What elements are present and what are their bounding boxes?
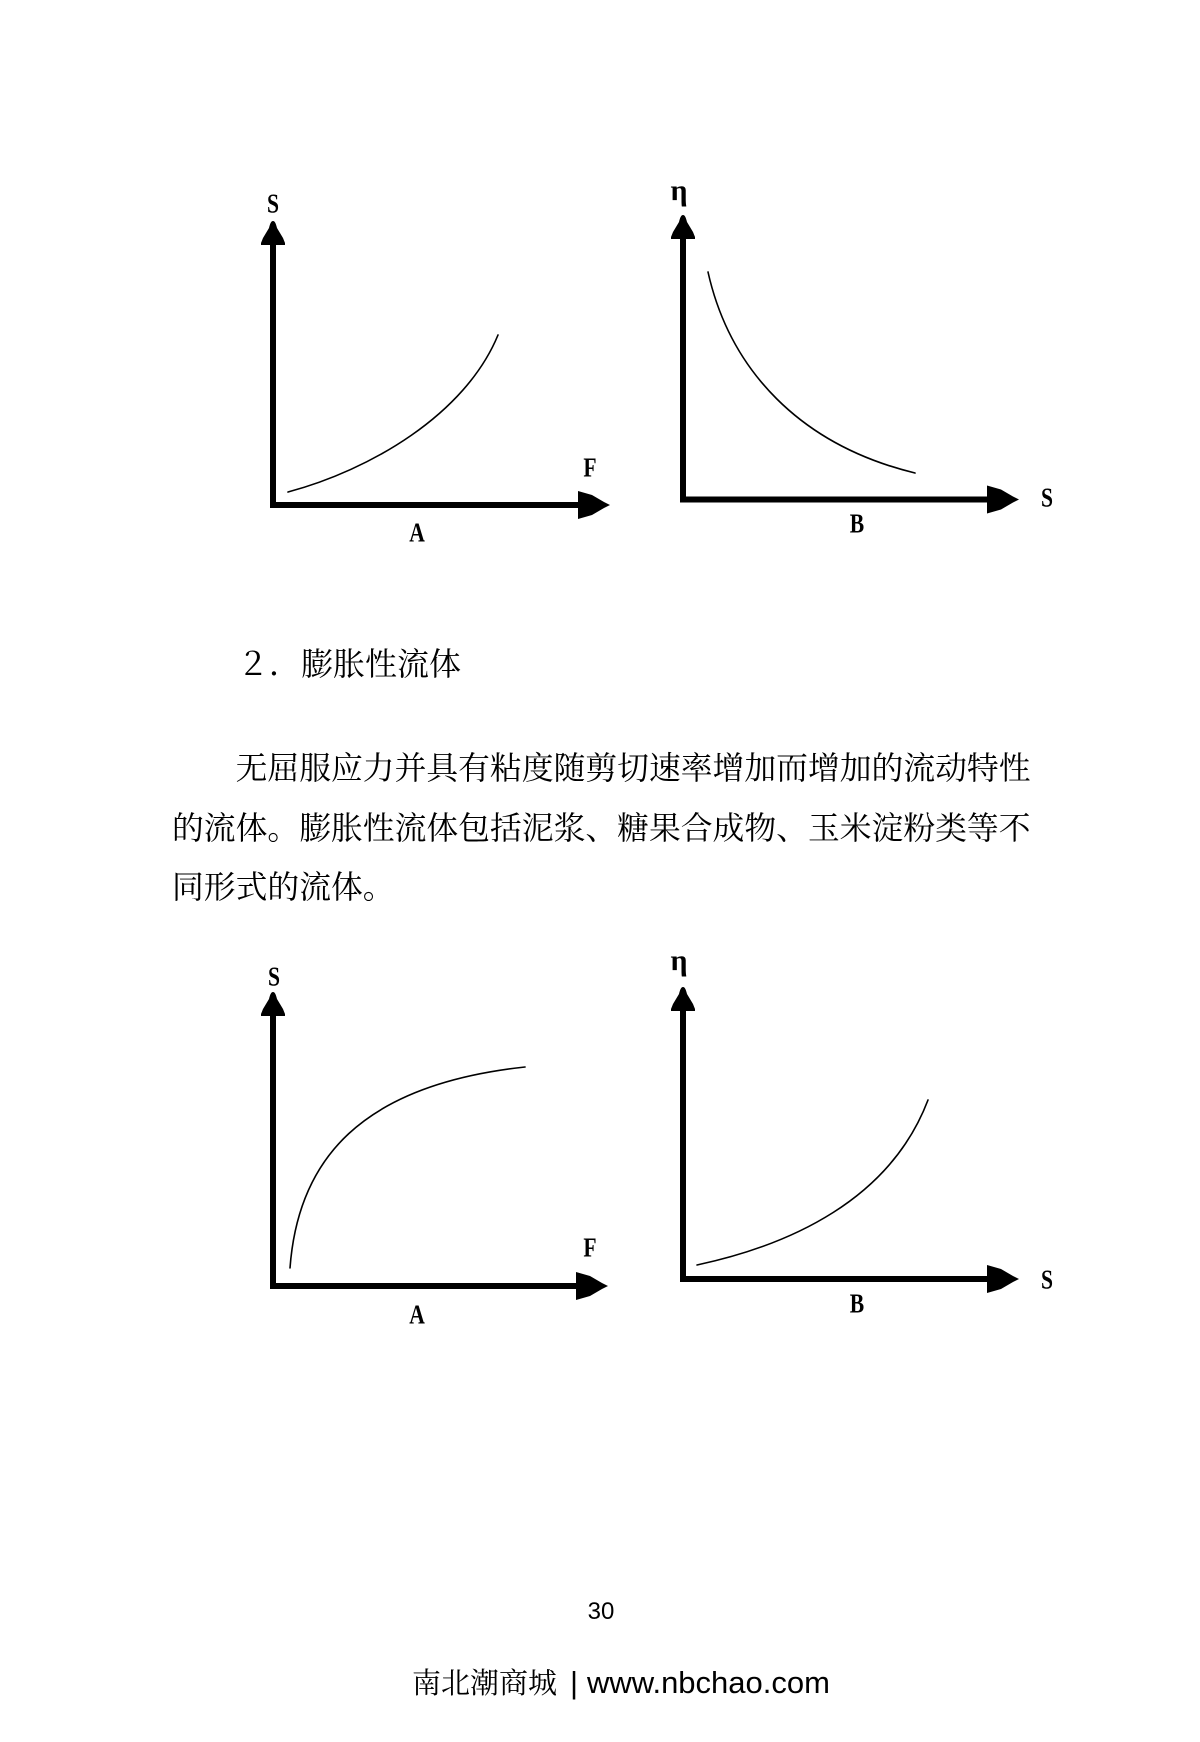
y-axis-label: η xyxy=(670,174,688,207)
x-axis-arrowhead xyxy=(578,491,610,519)
data-curve xyxy=(288,335,498,492)
data-curve xyxy=(290,1067,525,1268)
section-number: ２． xyxy=(237,645,302,683)
footer-site-name: 南北潮商城 xyxy=(412,1666,558,1700)
x-axis xyxy=(270,1283,582,1289)
section-heading xyxy=(237,634,461,694)
y-axis xyxy=(680,1005,686,1282)
x-axis-arrowhead xyxy=(576,1272,608,1300)
x-axis-label: F xyxy=(583,1233,597,1263)
section-title: 膨胀性流体 xyxy=(301,645,462,683)
y-axis xyxy=(270,239,276,508)
page-number: 30 xyxy=(587,1598,615,1625)
x-axis-label: S xyxy=(1040,483,1054,513)
x-axis xyxy=(270,502,582,508)
y-axis-label: S xyxy=(267,962,281,992)
x-axis xyxy=(680,497,992,503)
x-axis-label: S xyxy=(1040,1265,1054,1295)
data-curve xyxy=(697,1100,928,1265)
body-paragraph xyxy=(172,739,1031,918)
figure-caption: B xyxy=(849,509,865,539)
y-axis-label: η xyxy=(670,944,688,977)
y-axis xyxy=(680,233,686,503)
x-axis xyxy=(680,1276,992,1282)
paragraph-line: 同形式的流体。 xyxy=(172,869,395,906)
figure-top-b xyxy=(650,170,1080,570)
y-axis-arrowhead xyxy=(671,215,695,239)
x-axis-label: F xyxy=(583,453,597,483)
footer-separator: | xyxy=(570,1665,579,1700)
y-axis-arrowhead xyxy=(261,992,285,1016)
paragraph-line: 的流体。膨胀性流体包括泥浆、糖果合成物、玉米淀粉类等不 xyxy=(172,809,1031,847)
x-axis-arrowhead xyxy=(987,1265,1019,1293)
y-axis-arrowhead xyxy=(261,221,285,245)
paragraph-line: 无屈服应力并具有粘度随剪切速率增加而增加的流动特性 xyxy=(235,750,1031,787)
figure-caption: A xyxy=(409,518,425,548)
figure-caption: B xyxy=(849,1289,865,1319)
footer-url: www.nbchao.com xyxy=(587,1665,830,1700)
figure-caption: A xyxy=(409,1300,425,1330)
data-curve xyxy=(708,272,915,473)
figure-bottom-a xyxy=(240,950,670,1350)
y-axis-label: S xyxy=(266,189,280,219)
y-axis xyxy=(270,1010,276,1289)
figure-top-a xyxy=(240,180,670,580)
figure-bottom-b xyxy=(650,940,1080,1340)
y-axis-arrowhead xyxy=(671,987,695,1011)
x-axis-arrowhead xyxy=(987,486,1019,514)
